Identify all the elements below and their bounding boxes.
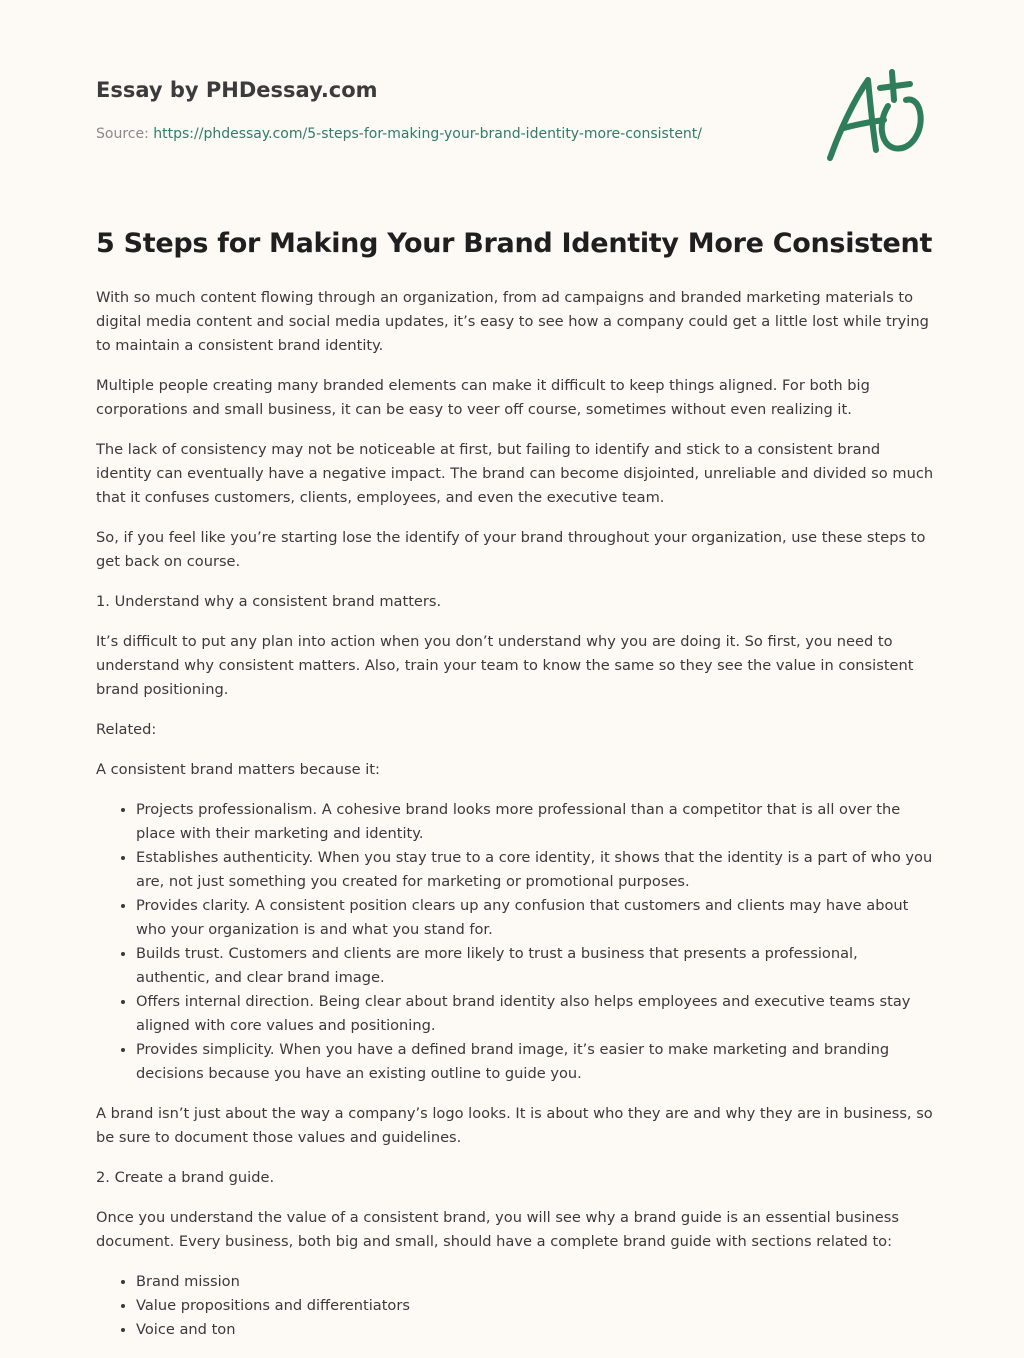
- article: [96, 224, 936, 1358]
- list-item: • Brand mission: [136, 1270, 936, 1294]
- site-title: Essay by PHDessay.com: [96, 78, 378, 102]
- step-heading: 1. Understand why a consistent brand matters.: [96, 593, 442, 610]
- list-item: • Establishes authenticity. When you stay true to a core identity, it shows that the identity is a part of who you are, not just something you created for marketing or promotional purposes.: [136, 846, 936, 894]
- source-line: [96, 124, 796, 144]
- paragraph: With so much content flowing through an organization, from ad campaigns and branded marketing materials to digital media content and social media updates, it’s easy to see how a company could get a little lost while trying to maintain a consistent brand identity.: [96, 289, 929, 354]
- list-item: • Voice and ton: [136, 1318, 936, 1342]
- paragraph: A consistent brand matters because it:: [96, 761, 380, 778]
- paragraph: Multiple people creating many branded elements can make it difficult to keep things aligned. For both big corporations and small business, it can be easy to veer off course, sometimes without even realizing it.: [96, 377, 870, 418]
- paragraph: It’s difficult to put any plan into action when you don’t understand why you are doing it. So first, you need to understand why consistent matters. Also, train your team to know the same so they see the value in consistent brand positioning.: [96, 633, 914, 698]
- list-item: • Value propositions and differentiators: [136, 1294, 936, 1318]
- page-header: [96, 74, 796, 144]
- paragraph: A brand isn’t just about the way a company’s logo looks. It is about who they are and why they are in business, so be sure to document those values and guidelines.: [96, 1105, 933, 1146]
- reasons-list: [96, 798, 936, 1086]
- source-label: Source:: [96, 126, 149, 142]
- article-title: 5 Steps for Making Your Brand Identity More Consistent: [96, 228, 933, 259]
- related-label: Related:: [96, 721, 157, 738]
- list-item: • Provides simplicity. When you have a defined brand image, it’s easier to make marketing and branding decisions because you have an existing outline to guide you.: [136, 1038, 936, 1086]
- list-item: • Projects professionalism. A cohesive brand looks more professional than a competitor that is all over the place with their marketing and identity.: [136, 798, 936, 846]
- list-item: • Provides clarity. A consistent position clears up any confusion that customers and clients may have about who your organization is and what you stand for.: [136, 894, 936, 942]
- a-plus-grade-icon: [818, 66, 930, 166]
- paragraph: Once you understand the value of a consistent brand, you will see why a brand guide is an essential business document. Every business, both big and small, should have a complete brand guide with sections related to:: [96, 1209, 899, 1250]
- guide-sections-list: [96, 1270, 936, 1342]
- paragraph: So, if you feel like you’re starting lose the identify of your brand throughout your organization, use these steps to get back on course.: [96, 529, 926, 570]
- list-item: • Builds trust. Customers and clients are more likely to trust a business that presents a professional, authentic, and clear brand image.: [136, 942, 936, 990]
- list-item: • Offers internal direction. Being clear about brand identity also helps employees and executive teams stay aligned with core values and positioning.: [136, 990, 936, 1038]
- paragraph: The lack of consistency may not be noticeable at first, but failing to identify and stick to a consistent brand identity can eventually have a negative impact. The brand can become disjointed, unreliable and divided so much that it confuses customers, clients, employees, and even the executive team.: [96, 441, 934, 506]
- source-link[interactable]: https://phdessay.com/5-steps-for-making-your-brand-identity-more-consistent/: [153, 126, 703, 142]
- step-heading: 2. Create a brand guide.: [96, 1169, 275, 1186]
